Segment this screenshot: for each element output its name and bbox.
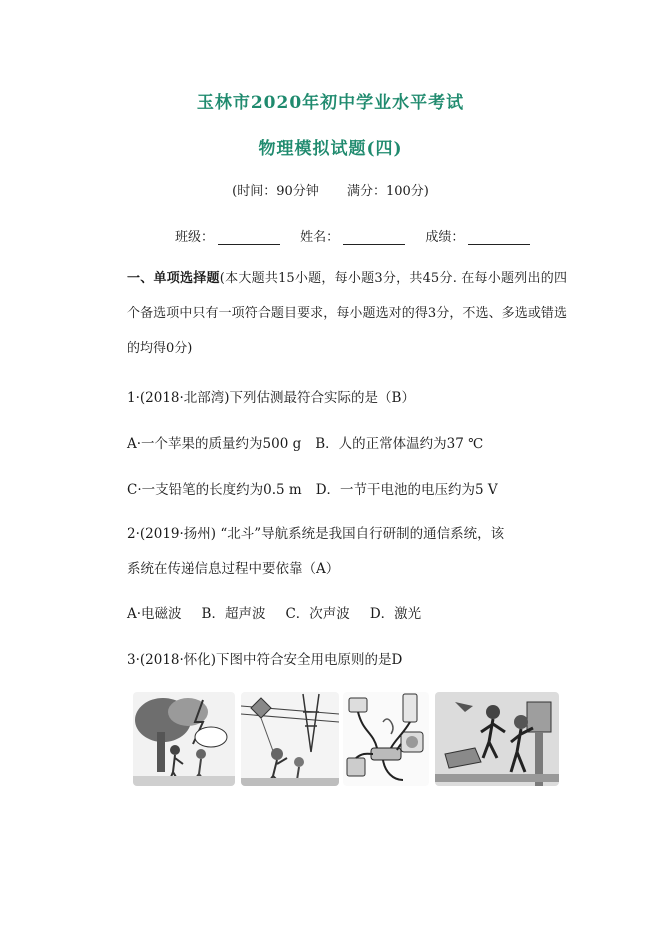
question-3-figures <box>133 692 559 786</box>
question-1-option-d: D．一节干电池的电压约为5 V <box>315 482 498 498</box>
class-blank[interactable] <box>218 231 280 245</box>
question-1-options-row-1 <box>127 432 483 452</box>
question-1-option-b: B．人的正常体温约为37 ℃ <box>315 436 484 452</box>
exam-title: 玉林市2020年初中学业水平考试 <box>196 93 465 113</box>
rescue-electric-shock-scene-icon <box>435 692 559 786</box>
name-blank[interactable] <box>343 231 405 245</box>
question-1-options-row-2 <box>127 478 498 498</box>
section-1-instructions: (本大题共15小题，每小题3分，共45分. 在每小题列出的四个备选项中只有一项符合题目要求，每小题选对的得3分，不选、多选或错选的均得0分) <box>127 271 567 356</box>
question-1-option-a: A·一个苹果的质量约为500 g <box>127 436 302 452</box>
section-1-heading: 一、单项选择题 <box>127 271 220 286</box>
overloaded-socket-scene-icon <box>343 692 429 786</box>
exam-subtitle: 物理模拟试题(四) <box>258 139 403 159</box>
exam-meta <box>0 180 661 199</box>
student-info-row <box>175 226 546 245</box>
question-2-option-c: C．次声波 <box>285 606 350 622</box>
question-2-options <box>127 602 421 622</box>
exam-time: (时间：90分钟 <box>232 184 319 199</box>
question-2-option-d: D．激光 <box>369 606 422 622</box>
name-label: 姓名： <box>300 230 340 245</box>
question-2-stem-line-1: 2·(2019·扬州) “北斗”导航系统是我国自行研制的通信系统，该 <box>127 526 505 542</box>
grade-blank[interactable] <box>468 231 530 245</box>
question-3-stem: 3·(2018·怀化)下图中符合安全用电原则的是D <box>127 652 403 668</box>
section-1-intro <box>127 261 567 366</box>
class-label: 班级： <box>175 230 215 245</box>
question-1-option-c: C·一支铅笔的长度约为0.5 m <box>127 482 302 498</box>
question-2-stem-line-2: 系统在传递信息过程中要依靠（A） <box>127 561 340 577</box>
kite-power-line-scene-icon <box>241 692 339 786</box>
question-2-option-a: A·电磁波 <box>127 606 182 622</box>
question-1-stem: 1·(2018·北部湾)下列估测最符合实际的是（B） <box>127 390 415 406</box>
grade-label: 成绩： <box>425 230 465 245</box>
question-2-option-b: B．超声波 <box>201 606 266 622</box>
lightning-tree-scene-icon <box>133 692 235 786</box>
exam-score: 满分：100分) <box>346 184 429 199</box>
